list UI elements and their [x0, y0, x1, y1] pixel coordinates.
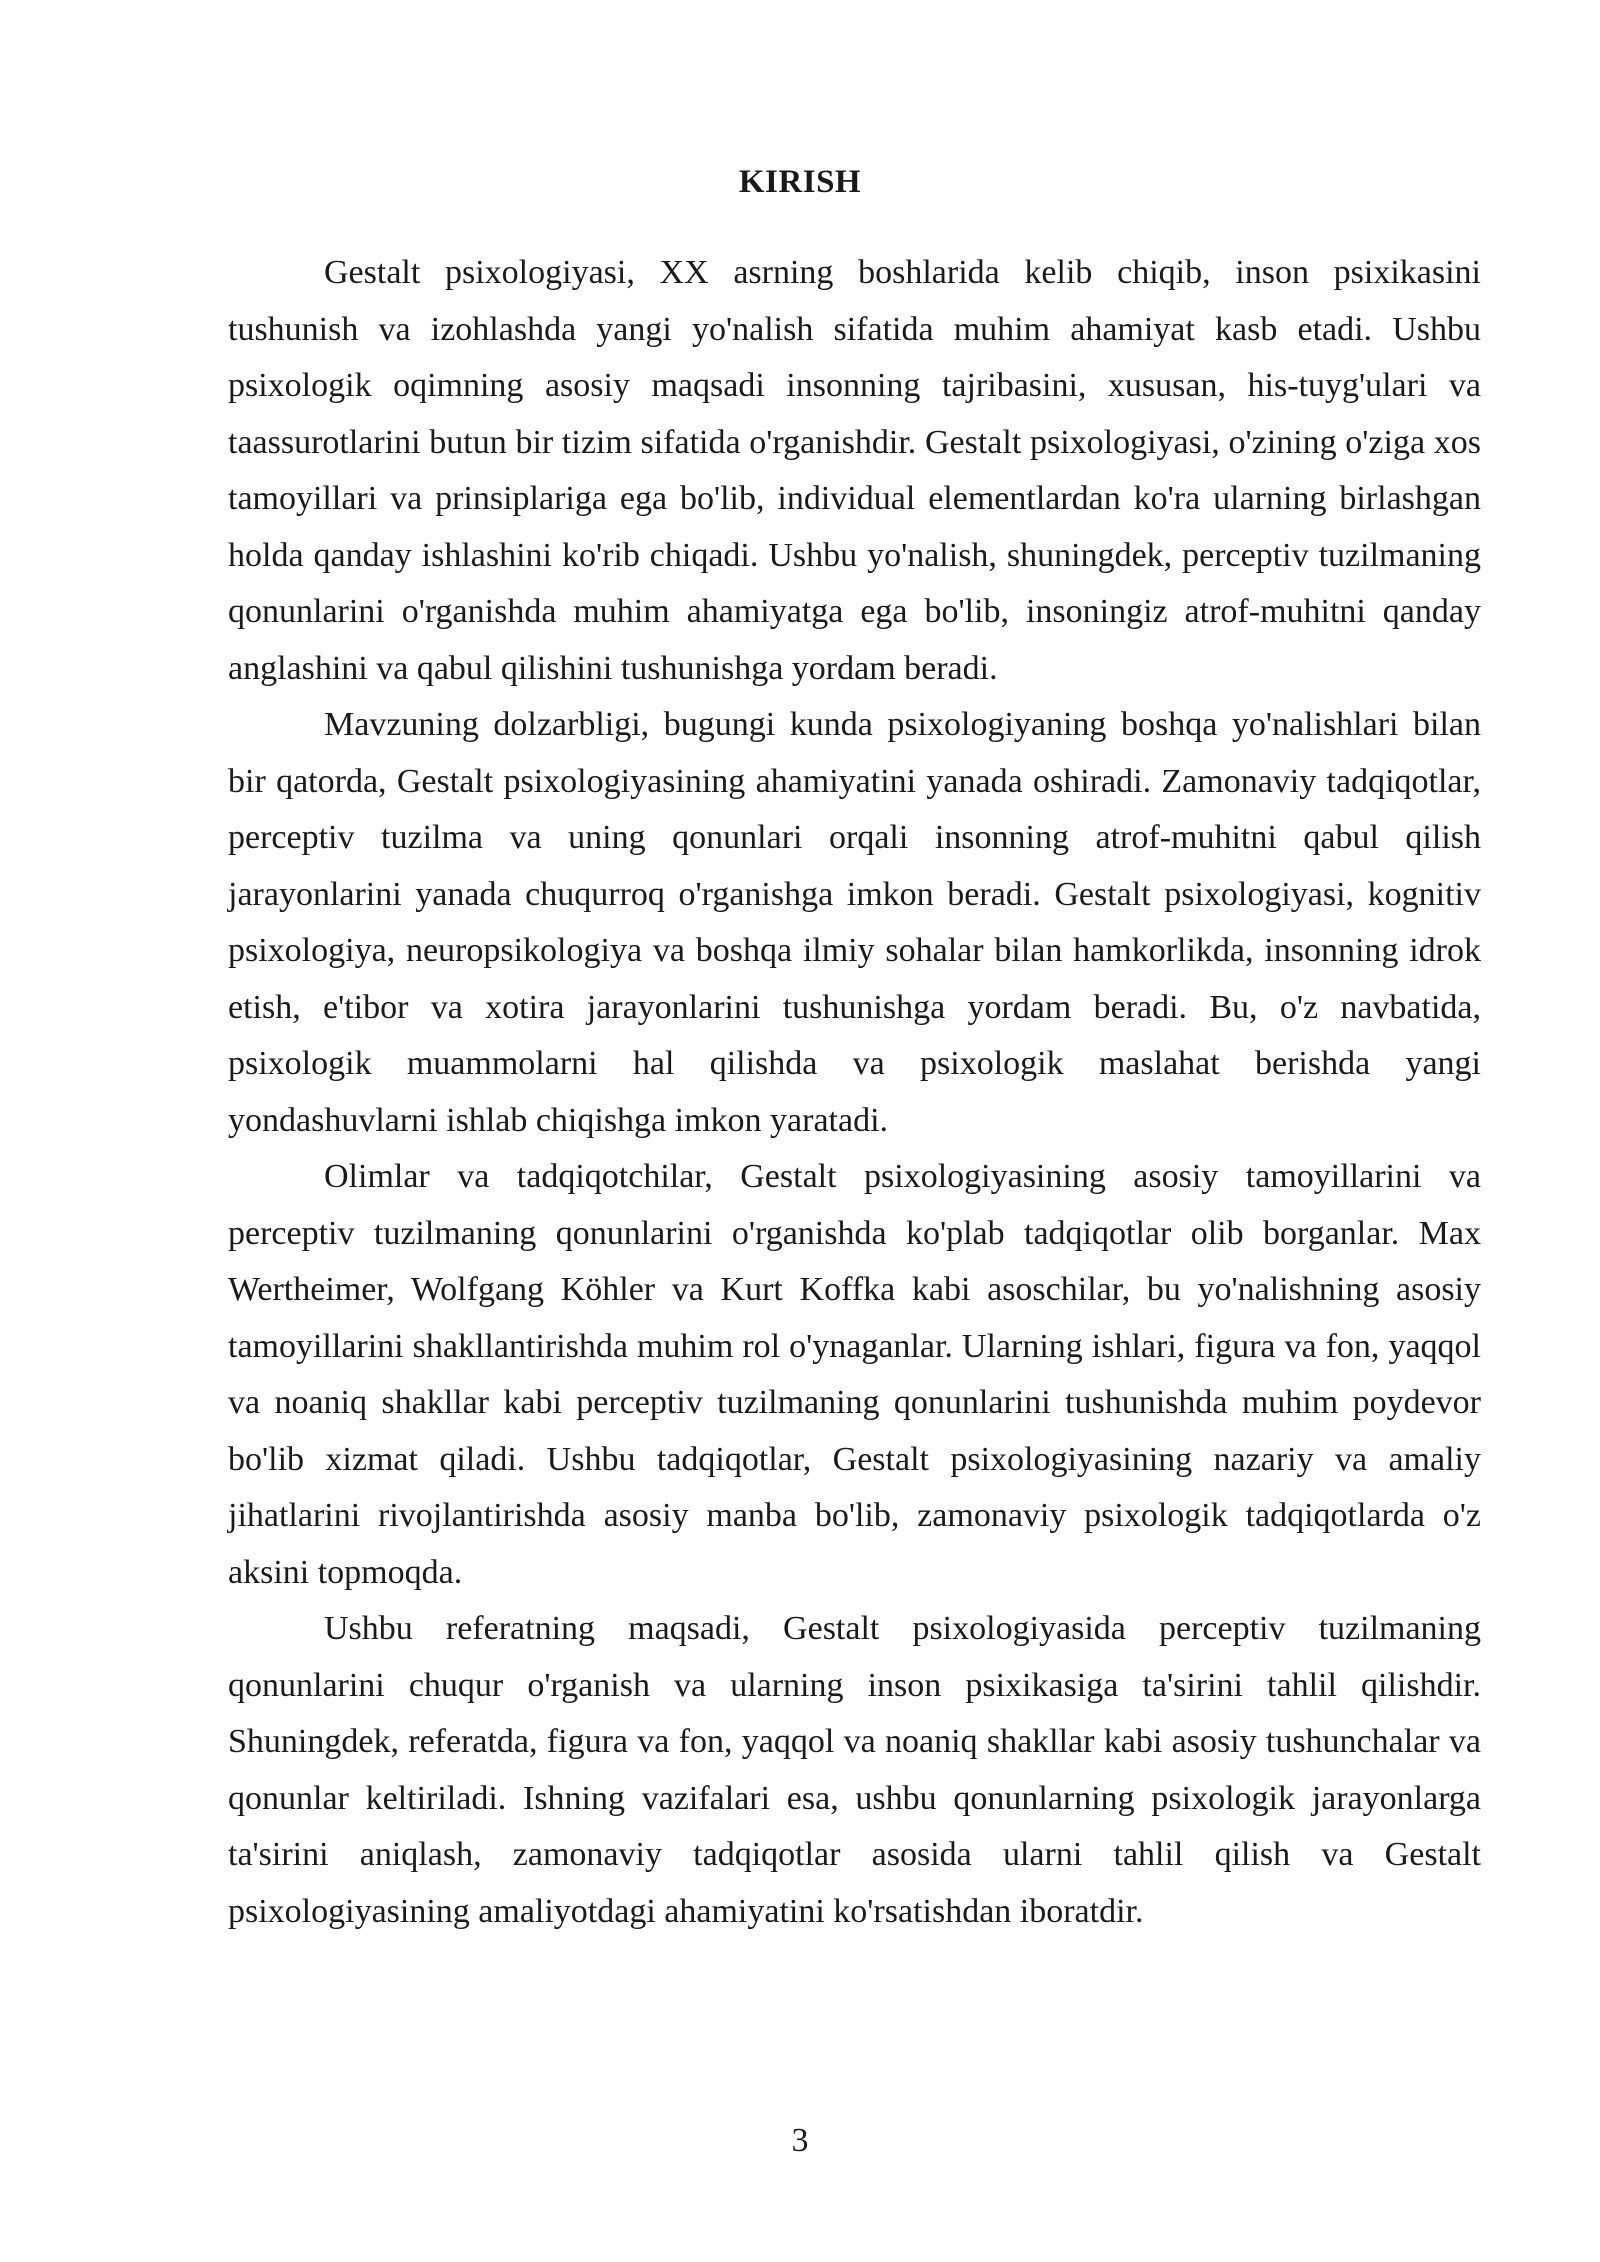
page-number: 3 [791, 2122, 809, 2159]
paragraph-introduction: Gestalt psixologiyasi, XX asrning boshlarida kelib chiqib, inson psixikasini tushunish va izohlashda yangi yo'nalish sifatida muhim ahamiyat kasb etadi. Ushbu psixologik oqimning asosiy maqsadi insonning tajribasini, xususan, his-tuyg'ulari va taassurotlarini butun bir tizim sifatida o'rganishdir. Gestalt psixologiyasi, o'zining o'ziga xos tamoyillari va prinsiplariga ega bo'lib, individual elementlardan ko'ra ularning birlashgan holda qanday ishlashini ko'rib chiqadi. Ushbu yo'nalish, shuningdek, perceptiv tuzilmaning qonunlarini o'rganishda muhim ahamiyatga ega bo'lib, insoningiz atrof-muhitni qanday anglashini va qabul qilishini tushunishga yordam beradi. [228, 254, 1481, 687]
paragraph-relevance: Mavzuning dolzarbligi, bugungi kunda psixologiyaning boshqa yo'nalishlari bilan bir qatorda, Gestalt psixologiyasining ahamiyatini yanada oshiradi. Zamonaviy tadqiqotlar, perceptiv tuzilma va uning qonunlari orqali insonning atrof-muhitni qabul qilish jarayonlarini yanada chuqurroq o'rganishga imkon beradi. Gestalt psixologiyasi, kognitiv psixologiya, neuropsikologiya va boshqa ilmiy sohalar bilan hamkorlikda, insonning idrok etish, e'tibor va xotira jarayonlarini tushunishga yordam beradi. Bu, o'z navbatida, psixologik muammolarni hal qilishda va psixologik maslahat berishda yangi yondashuvlarni ishlab chiqishga imkon yaratadi. [228, 706, 1481, 1139]
page-title: KIRISH [738, 164, 862, 200]
paragraph-purpose: Ushbu referatning maqsadi, Gestalt psixologiyasida perceptiv tuzilmaning qonunlarini chuqur o'rganish va ularning inson psixikasiga ta'sirini tahlil qilishdir. Shuningdek, referatda, figura va fon, yaqqol va noaniq shakllar kabi asosiy tushunchalar va qonunlar keltiriladi. Ishning vazifalari esa, ushbu qonunlarning psixologik jarayonlarga ta'sirini aniqlash, zamonaviy tadqiqotlar asosida ularni tahlil qilish va Gestalt psixologiyasining amaliyotdagi ahamiyatini ko'rsatishdan iboratdir. [228, 1610, 1481, 1930]
document-body [228, 245, 1481, 1940]
paragraph-researchers: Olimlar va tadqiqotchilar, Gestalt psixologiyasining asosiy tamoyillarini va perceptiv tuzilmaning qonunlarini o'rganishda ko'plab tadqiqotlar olib borganlar. Max Wertheimer, Wolfgang Köhler va Kurt Koffka kabi asoschilar, bu yo'nalishning asosiy tamoyillarini shakllantirishda muhim rol o'ynaganlar. Ularning ishlari, figura va fon, yaqqol va noaniq shakllar kabi perceptiv tuzilmaning qonunlarini tushunishda muhim poydevor bo'lib xizmat qiladi. Ushbu tadqiqotlar, Gestalt psixologiyasining nazariy va amaliy jihatlarini rivojlantirishda asosiy manba bo'lib, zamonaviy psixologik tadqiqotlarda o'z aksini topmoqda. [228, 1158, 1481, 1591]
